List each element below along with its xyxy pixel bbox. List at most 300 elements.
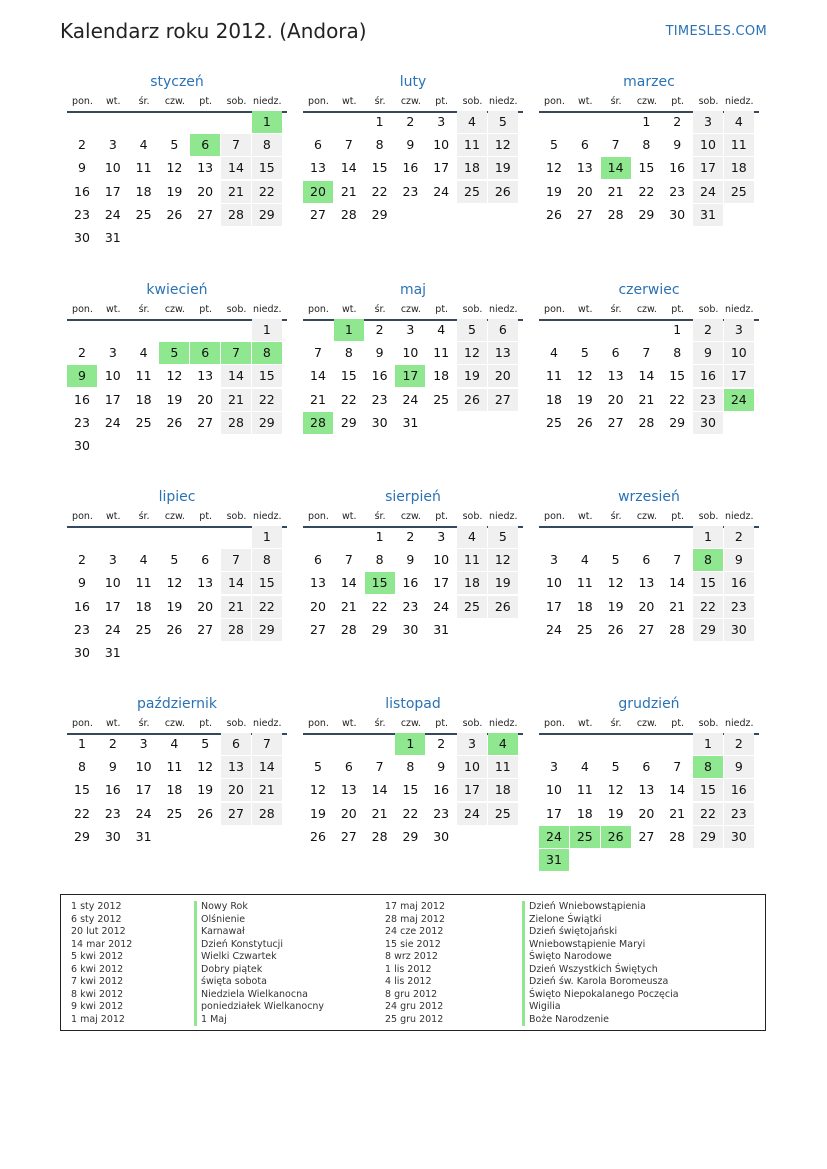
weekday-label: sob.	[698, 304, 719, 315]
holiday-day-cell: 26	[601, 826, 631, 848]
day-cell: 30	[669, 206, 686, 222]
day-cell: 22	[402, 805, 419, 821]
day-cell: 5	[170, 552, 179, 568]
weekday-header	[67, 301, 287, 321]
site-brand-link[interactable]: TIMESLES.COM	[665, 24, 767, 39]
day-cell: 26	[197, 805, 214, 821]
day-cell: 7	[221, 549, 251, 571]
month-calendar	[303, 279, 523, 430]
holiday-name: Święto Niepokalanego Poczęcia	[522, 989, 679, 1002]
day-cell: 3	[108, 552, 117, 568]
page-title: Kalendarz roku 2012. (Andora)	[60, 19, 367, 43]
day-cell: 6	[314, 552, 322, 568]
day-cell: 5	[314, 759, 322, 775]
day-cell: 30	[74, 645, 90, 660]
weekday-label: czw.	[400, 96, 421, 107]
day-cell: 1	[252, 319, 282, 341]
day-cell: 16	[669, 160, 686, 176]
holiday-date: 9 kwi 2012	[71, 1001, 124, 1012]
day-cell: 18	[457, 157, 487, 179]
holiday-date: 1 sty 2012	[71, 901, 122, 912]
day-cell: 11	[166, 759, 183, 775]
holiday-name: Dzień Konstytucji	[194, 939, 324, 952]
holiday-day-cell: 1	[395, 733, 425, 755]
day-cell: 18	[488, 779, 518, 801]
weekday-label: niedz.	[489, 96, 518, 107]
day-cell: 27	[310, 206, 326, 222]
holiday-name: Dzień Wszystkich Świętych	[522, 964, 679, 977]
day-cell: 11	[546, 368, 562, 384]
day-cell: 9	[673, 137, 682, 153]
day-cell: 30	[693, 412, 723, 434]
weekday-header	[303, 93, 523, 113]
weekday-label: wt.	[106, 511, 121, 522]
day-cell: 29	[638, 206, 655, 222]
day-cell: 31	[693, 204, 723, 226]
weekday-label: pon.	[72, 718, 93, 729]
weekday-label: śr.	[610, 304, 622, 315]
weekday-label: śr.	[374, 96, 386, 107]
holiday-day-cell: 4	[488, 733, 518, 755]
day-cell: 10	[104, 575, 121, 591]
holiday-name: Wigilia	[522, 1001, 679, 1014]
weekday-label: niedz.	[489, 718, 518, 729]
day-cell: 18	[724, 157, 754, 179]
day-cell: 5	[488, 111, 518, 133]
day-cell: 15	[340, 368, 357, 384]
day-cell: 1	[252, 526, 282, 548]
day-cell: 27	[197, 414, 214, 430]
day-cell: 17	[724, 365, 754, 387]
day-cell: 8	[406, 759, 415, 775]
weekday-label: pon.	[72, 511, 93, 522]
holiday-date: 8 gru 2012	[385, 988, 438, 1000]
day-cell: 6	[642, 759, 651, 775]
day-cell: 3	[550, 552, 558, 568]
day-cell: 26	[457, 389, 487, 411]
day-cell: 11	[433, 345, 450, 361]
day-cell: 29	[371, 621, 388, 637]
day-cell: 19	[197, 782, 214, 798]
day-cell: 12	[576, 368, 593, 384]
day-cell: 22	[669, 391, 686, 407]
day-cell: 13	[197, 575, 214, 591]
day-cell: 28	[221, 204, 251, 226]
day-cell: 22	[371, 183, 388, 199]
day-cell: 17	[546, 598, 562, 614]
day-cell: 9	[406, 552, 415, 568]
day-cell: 17	[433, 160, 450, 176]
day-cell: 4	[724, 111, 754, 133]
weekday-label: pt.	[435, 96, 449, 107]
day-cell: 1	[673, 322, 682, 337]
day-cell: 6	[201, 552, 210, 568]
weekday-label: pt.	[671, 96, 685, 107]
day-cell: 28	[669, 621, 686, 637]
weekday-label: pt.	[199, 511, 213, 522]
day-cell: 25	[457, 181, 487, 203]
day-cell: 30	[433, 828, 450, 844]
weekday-label: pon.	[544, 718, 565, 729]
day-cell: 29	[252, 412, 282, 434]
weekday-label: niedz.	[489, 304, 518, 315]
day-cell: 18	[166, 782, 183, 798]
weekday-header	[539, 508, 759, 528]
day-cell: 21	[669, 805, 686, 821]
month-calendar	[303, 486, 523, 637]
day-cell: 7	[314, 345, 322, 361]
holiday-day-cell: 1	[252, 111, 282, 133]
day-cell: 1	[642, 114, 651, 129]
weekday-header	[539, 93, 759, 113]
weekday-label: wt.	[342, 96, 357, 107]
weekday-label: sob.	[226, 96, 247, 107]
day-cell: 11	[457, 134, 487, 156]
day-cell: 26	[488, 596, 518, 618]
day-cell: 18	[546, 391, 562, 407]
holiday-date: 24 gru 2012	[385, 1001, 444, 1012]
day-cell: 25	[135, 206, 152, 222]
weekday-label: niedz.	[253, 304, 282, 315]
day-cell: 10	[433, 552, 450, 568]
day-cell: 8	[375, 552, 384, 568]
weekday-label: pon.	[308, 96, 329, 107]
day-cell: 27	[221, 803, 251, 825]
day-cell: 20	[607, 391, 624, 407]
day-cell: 2	[406, 114, 415, 129]
day-cell: 25	[135, 414, 152, 430]
holiday-day-cell: 14	[601, 157, 631, 179]
day-cell: 14	[669, 782, 686, 798]
day-cell: 3	[693, 111, 723, 133]
day-cell: 5	[201, 736, 210, 751]
weekday-label: śr.	[138, 718, 150, 729]
holiday-date: 5 kwi 2012	[71, 951, 124, 962]
day-cell: 22	[74, 805, 90, 821]
day-cell: 3	[108, 345, 117, 361]
day-cell: 28	[221, 619, 251, 641]
day-cell: 17	[433, 575, 450, 591]
day-cell: 21	[221, 389, 251, 411]
day-cell: 14	[221, 572, 251, 594]
day-cell: 18	[457, 572, 487, 594]
weekday-label: śr.	[138, 304, 150, 315]
weekday-label: niedz.	[253, 718, 282, 729]
day-cell: 31	[402, 414, 419, 430]
day-cell: 26	[546, 206, 562, 222]
day-cell: 9	[406, 137, 415, 153]
month-name: listopad	[385, 696, 441, 712]
day-cell: 12	[457, 342, 487, 364]
day-cell: 13	[638, 575, 655, 591]
weekday-label: śr.	[138, 96, 150, 107]
weekday-label: pon.	[544, 96, 565, 107]
day-cell: 17	[104, 598, 121, 614]
day-cell: 12	[197, 759, 214, 775]
day-cell: 25	[546, 414, 562, 430]
day-cell: 14	[669, 575, 686, 591]
day-cell: 26	[166, 206, 183, 222]
day-cell: 28	[638, 414, 655, 430]
day-cell: 20	[197, 391, 214, 407]
day-cell: 24	[402, 391, 419, 407]
weekday-label: śr.	[374, 511, 386, 522]
day-cell: 18	[135, 183, 152, 199]
day-cell: 4	[580, 552, 589, 568]
holiday-date: 25 gru 2012	[385, 1013, 444, 1025]
day-cell: 9	[724, 549, 754, 571]
weekday-label: niedz.	[725, 511, 754, 522]
holiday-day-cell: 5	[159, 342, 189, 364]
day-cell: 23	[402, 183, 419, 199]
month-calendar	[539, 486, 759, 637]
day-cell: 19	[488, 572, 518, 594]
day-cell: 12	[310, 782, 326, 798]
holiday-day-cell: 6	[190, 134, 220, 156]
holiday-day-cell: 17	[395, 365, 425, 387]
day-cell: 3	[139, 736, 148, 751]
day-cell: 19	[488, 157, 518, 179]
day-cell: 20	[197, 183, 214, 199]
day-cell: 8	[252, 134, 282, 156]
day-cell: 24	[546, 621, 562, 637]
day-cell: 10	[693, 134, 723, 156]
day-cell: 4	[580, 759, 589, 775]
weekday-label: niedz.	[489, 511, 518, 522]
day-cell: 30	[74, 230, 90, 245]
weekday-label: śr.	[138, 511, 150, 522]
day-cell: 30	[724, 826, 754, 848]
day-cell: 7	[611, 137, 620, 153]
holiday-day-cell: 9	[67, 365, 97, 387]
day-cell: 1	[693, 526, 723, 548]
holiday-date: 1 lis 2012	[385, 963, 432, 975]
holiday-date: 14 mar 2012	[71, 938, 133, 950]
day-cell: 18	[135, 598, 152, 614]
day-cell: 13	[197, 368, 214, 384]
day-cell: 23	[433, 805, 450, 821]
day-cell: 26	[310, 828, 326, 844]
day-cell: 25	[576, 621, 593, 637]
day-cell: 25	[724, 181, 754, 203]
day-cell: 14	[638, 368, 655, 384]
day-cell: 15	[371, 160, 388, 176]
day-cell: 24	[693, 181, 723, 203]
day-cell: 29	[74, 828, 90, 844]
day-cell: 31	[104, 645, 121, 660]
day-cell: 30	[724, 619, 754, 641]
day-cell: 10	[433, 137, 450, 153]
day-cell: 24	[457, 803, 487, 825]
day-cell: 22	[252, 181, 282, 203]
day-cell: 8	[252, 549, 282, 571]
weekday-label: niedz.	[725, 96, 754, 107]
day-cell: 29	[402, 828, 419, 844]
day-cell: 21	[221, 181, 251, 203]
day-cell: 21	[310, 391, 326, 407]
weekday-label: sob.	[226, 511, 247, 522]
weekday-label: wt.	[578, 511, 593, 522]
holiday-day-cell: 31	[539, 849, 569, 871]
day-cell: 31	[433, 621, 450, 637]
day-cell: 17	[546, 805, 562, 821]
month-name: kwiecień	[146, 282, 208, 298]
day-cell: 5	[170, 137, 179, 153]
holiday-date: 8 kwi 2012	[71, 988, 124, 1000]
day-cell: 22	[340, 391, 357, 407]
day-cell: 6	[488, 319, 518, 341]
day-cell: 8	[78, 759, 86, 775]
day-cell: 27	[638, 621, 655, 637]
day-cell: 7	[673, 759, 682, 775]
day-cell: 7	[673, 552, 682, 568]
weekday-label: wt.	[106, 718, 121, 729]
holiday-name: Święto Narodowe	[522, 951, 679, 964]
day-cell: 12	[166, 368, 183, 384]
weekday-label: pon.	[308, 511, 329, 522]
day-cell: 8	[344, 345, 353, 361]
day-cell: 27	[197, 206, 214, 222]
holiday-date: 20 lut 2012	[71, 926, 126, 937]
day-cell: 27	[488, 389, 518, 411]
weekday-label: pt.	[671, 511, 685, 522]
day-cell: 30	[402, 621, 419, 637]
day-cell: 29	[669, 414, 686, 430]
day-cell: 4	[437, 322, 446, 337]
weekday-label: pt.	[671, 718, 685, 729]
day-cell: 23	[693, 389, 723, 411]
month-name: październik	[137, 696, 217, 712]
day-cell: 8	[642, 137, 651, 153]
day-cell: 7	[252, 733, 282, 755]
weekday-label: sob.	[462, 718, 483, 729]
day-cell: 2	[78, 345, 86, 361]
month-calendar	[67, 486, 287, 660]
holiday-day-cell: 8	[252, 342, 282, 364]
day-cell: 2	[406, 529, 415, 544]
weekday-label: wt.	[106, 304, 121, 315]
day-cell: 21	[371, 805, 388, 821]
holiday-name: Nowy Rok	[194, 901, 324, 914]
holiday-day-cell: 15	[365, 572, 395, 594]
day-cell: 8	[673, 345, 682, 361]
day-cell: 16	[693, 365, 723, 387]
holiday-name: Olśnienie	[194, 914, 324, 927]
day-cell: 25	[488, 803, 518, 825]
day-cell: 28	[221, 412, 251, 434]
month-name: maj	[399, 282, 427, 298]
day-cell: 14	[340, 160, 357, 176]
weekday-header	[303, 715, 523, 735]
day-cell: 2	[108, 736, 117, 751]
day-cell: 10	[135, 759, 152, 775]
weekday-label: czw.	[164, 96, 185, 107]
day-cell: 16	[724, 779, 754, 801]
weekday-label: pt.	[671, 304, 685, 315]
day-cell: 30	[104, 828, 121, 844]
day-cell: 16	[433, 782, 450, 798]
holiday-name: Dzień świętojański	[522, 926, 679, 939]
month-name: grudzień	[618, 696, 680, 712]
day-cell: 13	[638, 782, 655, 798]
day-cell: 27	[576, 206, 593, 222]
day-cell: 21	[607, 183, 624, 199]
day-cell: 15	[252, 572, 282, 594]
day-cell: 21	[252, 779, 282, 801]
day-cell: 3	[550, 759, 558, 775]
day-cell: 18	[576, 598, 593, 614]
day-cell: 29	[252, 619, 282, 641]
day-cell: 13	[310, 160, 326, 176]
day-cell: 20	[221, 779, 251, 801]
day-cell: 1	[78, 736, 86, 751]
day-cell: 4	[139, 552, 148, 568]
weekday-label: sob.	[226, 304, 247, 315]
day-cell: 16	[724, 572, 754, 594]
holiday-date: 6 sty 2012	[71, 913, 122, 925]
day-cell: 12	[166, 160, 183, 176]
day-cell: 22	[371, 598, 388, 614]
weekday-label: sob.	[698, 96, 719, 107]
day-cell: 1	[375, 529, 384, 544]
day-cell: 23	[724, 596, 754, 618]
day-cell: 22	[693, 803, 723, 825]
holiday-name: Wielki Czwartek	[194, 951, 324, 964]
day-cell: 25	[135, 621, 152, 637]
day-cell: 20	[576, 183, 593, 199]
weekday-label: pon.	[544, 511, 565, 522]
day-cell: 3	[437, 114, 446, 129]
day-cell: 9	[78, 160, 86, 176]
day-cell: 18	[135, 391, 152, 407]
day-cell: 3	[406, 322, 415, 337]
legend-dates-column	[385, 901, 445, 1026]
day-cell: 2	[437, 736, 446, 751]
weekday-label: czw.	[400, 718, 421, 729]
day-cell: 19	[166, 183, 183, 199]
day-cell: 13	[340, 782, 357, 798]
day-cell: 27	[197, 621, 214, 637]
day-cell: 12	[607, 575, 624, 591]
holiday-day-cell: 24	[724, 389, 754, 411]
holiday-day-cell: 24	[539, 826, 569, 848]
weekday-label: wt.	[578, 304, 593, 315]
weekday-label: niedz.	[253, 96, 282, 107]
day-cell: 26	[607, 621, 624, 637]
holiday-day-cell: 1	[334, 319, 364, 341]
day-cell: 11	[488, 756, 518, 778]
day-cell: 31	[104, 230, 121, 245]
weekday-label: sob.	[462, 96, 483, 107]
day-cell: 2	[724, 526, 754, 548]
weekday-label: wt.	[578, 718, 593, 729]
month-calendar	[67, 71, 287, 245]
holiday-name: Dobry piątek	[194, 964, 324, 977]
day-cell: 26	[576, 414, 593, 430]
holiday-day-cell: 8	[693, 756, 723, 778]
day-cell: 23	[74, 414, 90, 430]
holiday-date: 4 lis 2012	[385, 976, 432, 987]
day-cell: 23	[74, 206, 90, 222]
holiday-name: 1 Maj	[194, 1014, 324, 1027]
day-cell: 2	[673, 114, 682, 129]
day-cell: 21	[638, 391, 655, 407]
day-cell: 14	[221, 157, 251, 179]
day-cell: 9	[108, 759, 117, 775]
day-cell: 9	[78, 575, 86, 591]
day-cell: 15	[693, 779, 723, 801]
day-cell: 11	[135, 575, 152, 591]
